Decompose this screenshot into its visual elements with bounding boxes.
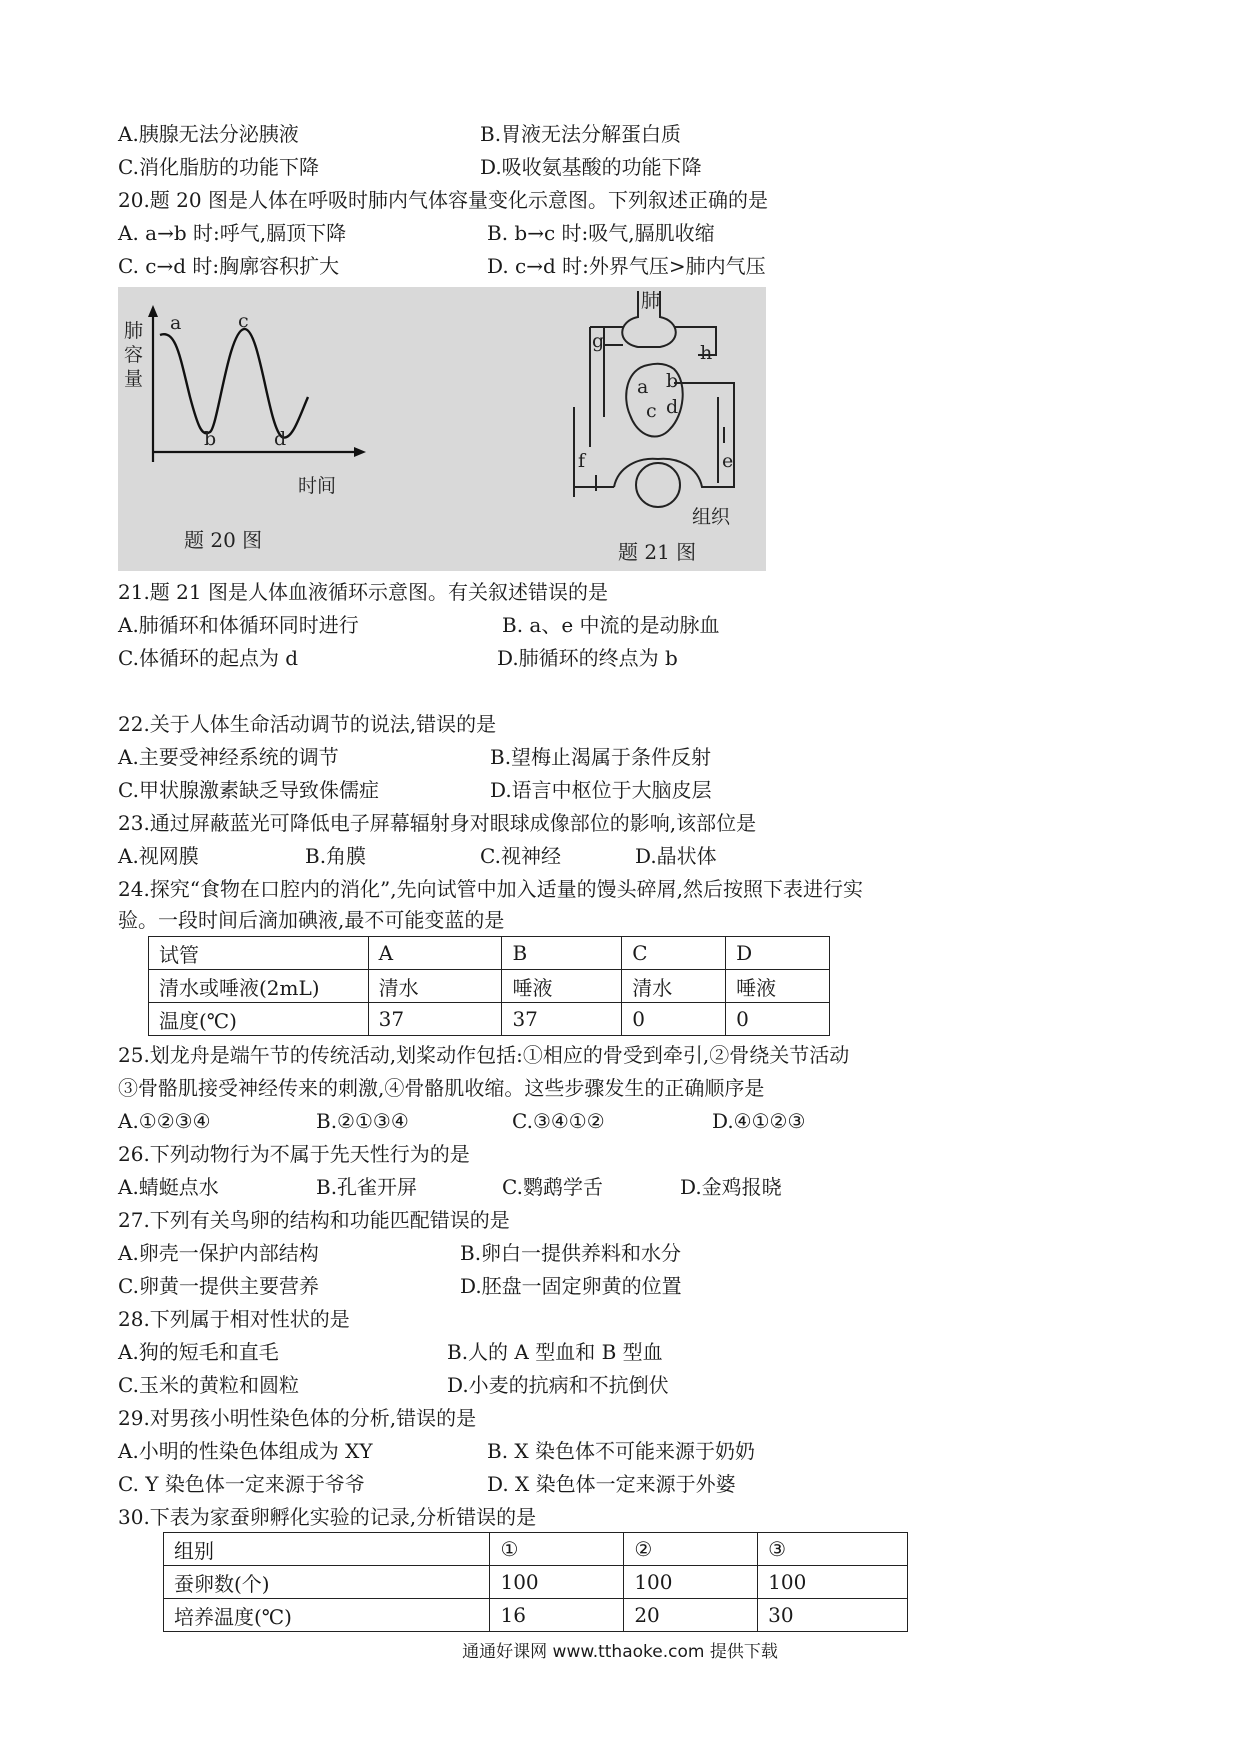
q24-row-label: 清水或唾液(2mL) <box>149 970 369 1003</box>
q25-stem-line1: 25.划龙舟是端午节的传统活动,划桨动作包括:①相应的骨受到牵引,②骨绕关节活动 <box>118 1043 850 1067</box>
fig21-lung-label: 肺 <box>641 290 661 312</box>
fig21-label-d: d <box>666 396 679 418</box>
q19-option-a: A.胰腺无法分泌胰液 <box>118 122 299 146</box>
q30-cell: 16 <box>490 1599 624 1632</box>
fig20-point-b: b <box>204 428 217 450</box>
q26-stem: 26.下列动物行为不属于先天性行为的是 <box>118 1142 470 1166</box>
q20-option-a: A. a→b 时:呼气,膈顶下降 <box>118 221 347 245</box>
q28-option-c: C.玉米的黄粒和圆粒 <box>118 1373 299 1397</box>
q24-cell: 唾液 <box>726 970 830 1003</box>
table-row <box>164 1599 908 1632</box>
q22-stem: 22.关于人体生命活动调节的说法,错误的是 <box>118 712 497 736</box>
q30-header-1: ① <box>490 1533 624 1566</box>
q29-option-d: D. X 染色体一定来源于外婆 <box>487 1472 736 1496</box>
q24-cell: 37 <box>502 1003 622 1036</box>
q29-option-c: C. Y 染色体一定来源于爷爷 <box>118 1472 365 1496</box>
fig20-volume-curve <box>160 329 308 438</box>
q20-option-b: B. b→c 时:吸气,膈肌收缩 <box>487 221 715 245</box>
q27-option-c: C.卵黄一提供主要营养 <box>118 1274 319 1298</box>
fig21-label-b: b <box>666 370 679 392</box>
q23-stem: 23.通过屏蔽蓝光可降低电子屏幕辐射身对眼球成像部位的影响,该部位是 <box>118 811 757 835</box>
q30-cell: 20 <box>624 1599 758 1632</box>
q21-option-d: D.肺循环的终点为 b <box>497 646 678 670</box>
q24-header-b: B <box>502 937 622 970</box>
figure-21 <box>574 291 734 507</box>
q29-stem: 29.对男孩小明性染色体的分析,错误的是 <box>118 1406 477 1430</box>
q21-option-b: B. a、e 中流的是动脉血 <box>502 613 720 637</box>
q28-option-b: B.人的 A 型血和 B 型血 <box>447 1340 663 1364</box>
fig21-label-a: a <box>637 376 649 398</box>
q26-option-c: C.鹦鹉学舌 <box>502 1175 603 1199</box>
q23-option-c: C.视神经 <box>480 844 561 868</box>
fig20-x-arrow <box>354 447 366 457</box>
q23-option-d: D.晶状体 <box>635 844 717 868</box>
fig21-label-c: c <box>646 400 657 422</box>
table-row <box>149 970 830 1003</box>
figure-20 <box>124 305 366 552</box>
q24-header-a: A <box>368 937 502 970</box>
fig20-point-d: d <box>274 428 287 450</box>
q29-option-a: A.小明的性染色体组成为 XY <box>118 1439 373 1463</box>
q23-option-a: A.视网膜 <box>118 844 199 868</box>
q22-option-a: A.主要受神经系统的调节 <box>118 745 339 769</box>
table-row <box>149 1003 830 1036</box>
fig20-ylabel-3: 量 <box>124 368 144 390</box>
q28-option-d: D.小麦的抗病和不抗倒伏 <box>447 1373 669 1397</box>
fig20-ylabel-2: 容 <box>124 344 144 366</box>
fig21-label-e: e <box>722 450 734 472</box>
q27-option-d: D.胚盘一固定卵黄的位置 <box>460 1274 682 1298</box>
q20-option-c: C. c→d 时:胸廓容积扩大 <box>118 254 340 278</box>
fig20-xlabel: 时间 <box>298 475 337 497</box>
q21-option-a: A.肺循环和体循环同时进行 <box>118 613 359 637</box>
q27-option-a: A.卵壳一保护内部结构 <box>118 1241 319 1265</box>
q24-stem-line1: 24.探究“食物在口腔内的消化”,先向试管中加入适量的馒头碎屑,然后按照下表进行实 <box>118 877 863 901</box>
q30-header-3: ③ <box>758 1533 908 1566</box>
table-row <box>149 937 830 970</box>
q26-option-b: B.孔雀开屏 <box>316 1175 418 1199</box>
q28-option-a: A.狗的短毛和直毛 <box>118 1340 279 1364</box>
q26-option-d: D.金鸡报晓 <box>680 1175 782 1199</box>
fig21-tissue-label: 组织 <box>692 506 731 528</box>
table-row <box>164 1533 908 1566</box>
q24-stem-line2: 验。一段时间后滴加碘液,最不可能变蓝的是 <box>118 908 505 932</box>
figure-panel <box>118 287 766 571</box>
q27-stem: 27.下列有关鸟卵的结构和功能匹配错误的是 <box>118 1208 510 1232</box>
q30-cell: 100 <box>758 1566 908 1599</box>
q29-option-b: B. X 染色体不可能来源于奶奶 <box>487 1439 756 1463</box>
q22-option-b: B.望梅止渴属于条件反射 <box>490 745 712 769</box>
q30-cell: 30 <box>758 1599 908 1632</box>
figures-svg <box>118 287 766 571</box>
q30-stem: 30.下表为家蚕卵孵化实验的记录,分析错误的是 <box>118 1505 537 1529</box>
fig21-label-h: h <box>700 342 713 364</box>
q30-cell: 100 <box>624 1566 758 1599</box>
fig20-ylabel-1: 肺 <box>124 320 144 342</box>
q25-option-c: C.③④①② <box>512 1109 605 1133</box>
q24-cell: 清水 <box>622 970 726 1003</box>
fig21-labels <box>578 290 733 564</box>
fig20-y-arrow <box>148 305 158 317</box>
q26-option-a: A.蜻蜓点水 <box>118 1175 219 1199</box>
q30-row-label: 培养温度(℃) <box>164 1599 490 1632</box>
fig21-caption: 题 21 图 <box>618 540 697 564</box>
q25-stem-line2: ③骨骼肌接受神经传来的刺激,④骨骼肌收缩。这些步骤发生的正确顺序是 <box>118 1076 765 1100</box>
fig20-point-c: c <box>238 310 249 332</box>
q24-table <box>148 936 830 1036</box>
q24-cell: 37 <box>368 1003 502 1036</box>
q24-header-tube: 试管 <box>149 937 369 970</box>
q24-header-d: D <box>726 937 830 970</box>
q24-cell: 0 <box>726 1003 830 1036</box>
table-row <box>164 1566 908 1599</box>
q23-option-b: B.角膜 <box>305 844 367 868</box>
q25-option-b: B.②①③④ <box>316 1109 409 1133</box>
q24-cell: 0 <box>622 1003 726 1036</box>
q24-header-c: C <box>622 937 726 970</box>
q24-row-label: 温度(℃) <box>149 1003 369 1036</box>
fig21-label-f: f <box>578 450 586 472</box>
q19-option-b: B.胃液无法分解蛋白质 <box>480 122 682 146</box>
q30-header-group: 组别 <box>164 1533 490 1566</box>
q27-option-b: B.卵白一提供养料和水分 <box>460 1241 682 1265</box>
q24-cell: 唾液 <box>502 970 622 1003</box>
q19-option-c: C.消化脂肪的功能下降 <box>118 155 319 179</box>
q28-stem: 28.下列属于相对性状的是 <box>118 1307 350 1331</box>
q30-row-label: 蚕卵数(个) <box>164 1566 490 1599</box>
q30-table <box>163 1532 908 1632</box>
fig20-point-a: a <box>170 312 182 334</box>
q21-option-c: C.体循环的起点为 d <box>118 646 299 670</box>
q20-option-d: D. c→d 时:外界气压>肺内气压 <box>487 254 766 278</box>
q25-option-d: D.④①②③ <box>712 1109 806 1133</box>
q19-option-d: D.吸收氨基酸的功能下降 <box>480 155 702 179</box>
q22-option-d: D.语言中枢位于大脑皮层 <box>490 778 712 802</box>
q25-option-a: A.①②③④ <box>118 1109 211 1133</box>
q21-stem: 21.题 21 图是人体血液循环示意图。有关叙述错误的是 <box>118 580 608 604</box>
q30-header-2: ② <box>624 1533 758 1566</box>
fig21-label-g: g <box>592 330 605 352</box>
q24-cell: 清水 <box>368 970 502 1003</box>
fig21-tissue-capillary <box>636 463 680 507</box>
fig20-caption: 题 20 图 <box>184 528 263 552</box>
page-footer: 通通好课网 www.tthaoke.com 提供下载 <box>462 1642 778 1662</box>
fig21-pulmonary-vessels <box>590 327 716 447</box>
q20-stem: 20.题 20 图是人体在呼吸时肺内气体容量变化示意图。下列叙述正确的是 <box>118 188 768 212</box>
q30-cell: 100 <box>490 1566 624 1599</box>
q22-option-c: C.甲状腺激素缺乏导致侏儒症 <box>118 778 379 802</box>
